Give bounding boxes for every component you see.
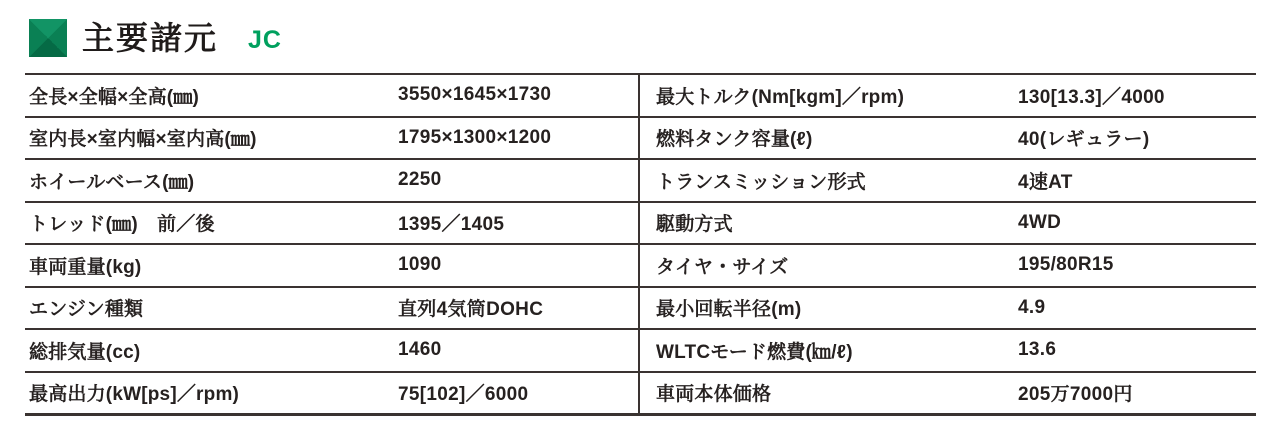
spec-label: ホイールベース(㎜) [29,171,195,193]
spec-label: 最小回転半径(m) [656,299,802,321]
spec-row [25,328,638,371]
spec-label: タイヤ・サイズ [656,256,789,278]
spec-label: 最大トルク(Nm[kgm]／rpm) [656,86,905,108]
spec-row [25,286,638,329]
spec-row [640,286,1256,329]
spec-value: 13.6 [1018,339,1057,361]
spec-label: 車両重量(kg) [29,256,142,278]
spec-row [25,158,638,201]
spec-row [640,73,1256,116]
spec-value: 1795×1300×1200 [398,126,552,148]
green-square-marker-icon [29,19,67,57]
spec-row [25,73,638,116]
spec-column-right [638,73,1256,413]
spec-label: 駆動方式 [656,214,733,236]
spec-label: 燃料タンク容量(ℓ) [656,129,813,151]
spec-row [25,116,638,159]
spec-value: 40(レギュラー) [1018,129,1150,151]
spec-value: 4WD [1018,211,1062,233]
spec-row [640,201,1256,244]
section-header [29,17,282,59]
spec-value: 1460 [398,339,442,361]
spec-value: 205万7000円 [1018,384,1133,406]
spec-value: 1395／1405 [398,214,505,236]
spec-value: 4速AT [1018,171,1073,193]
spec-label: 室内長×室内幅×室内高(㎜) [29,129,257,151]
page-title: 主要諸元 [82,20,219,56]
spec-row [25,371,638,414]
spec-label: 総排気量(cc) [29,341,141,363]
spec-row [25,201,638,244]
spec-value: 130[13.3]／4000 [1018,86,1165,108]
spec-value: 直列4気筒DOHC [398,299,544,321]
spec-label: 最高出力(kW[ps]／rpm) [29,384,240,406]
spec-row [640,158,1256,201]
spec-table [25,73,1256,416]
spec-label: エンジン種類 [29,299,144,321]
spec-value: 2250 [398,169,442,191]
spec-value: 4.9 [1018,296,1046,318]
spec-label: トランスミッション形式 [656,171,866,193]
spec-label: 全長×全幅×全高(㎜) [29,86,200,108]
spec-row [640,116,1256,159]
spec-value: 75[102]／6000 [398,384,529,406]
spec-value: 195/80R15 [1018,254,1114,276]
spec-row [640,328,1256,371]
spec-value: 3550×1645×1730 [398,84,552,106]
grade-badge: JC [248,26,282,54]
spec-label: トレッド(㎜) 前／後 [29,214,215,236]
spec-row [640,243,1256,286]
spec-value: 1090 [398,254,442,276]
spec-label: 車両本体価格 [656,384,772,406]
spec-label: WLTCモード燃費(㎞/ℓ) [656,341,853,363]
spec-row [25,243,638,286]
spec-row [640,371,1256,414]
spec-column-left [25,73,638,413]
